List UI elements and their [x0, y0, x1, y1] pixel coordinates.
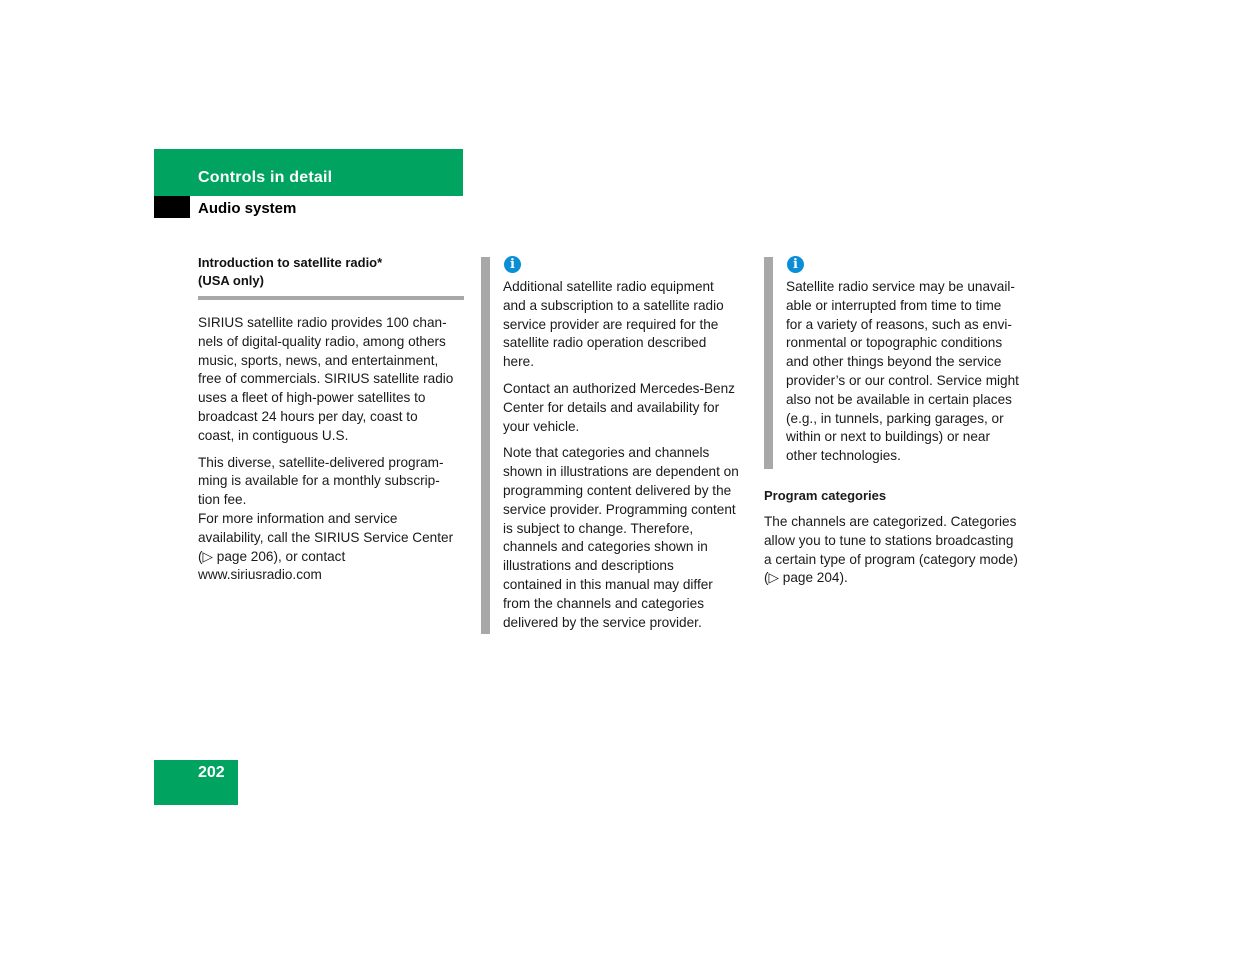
page-reference[interactable]: (▷ page 206), or contact [198, 548, 346, 564]
info-box-availability [786, 278, 1036, 474]
text-line: nels of digital-quality radio, among others [198, 333, 446, 349]
text-line: contained in this manual may differ [503, 576, 713, 592]
text-line: illustrations and descriptions [503, 558, 674, 574]
section-marker [154, 196, 190, 218]
intro-heading [198, 254, 464, 300]
text-line: service provider are required for the [503, 316, 719, 332]
text-line: a certain type of program (category mode) [764, 551, 1018, 567]
text-line: delivered by the service provider. [503, 614, 702, 630]
text-line: from the channels and categories [503, 595, 705, 611]
text-line: This diverse, satellite-delivered program- [198, 454, 444, 470]
text-line: channels and categories shown in [503, 539, 708, 555]
text-line: programming content delivered by the [503, 482, 732, 498]
text-line: and a subscription to a satellite radio [503, 297, 724, 313]
text-line: Additional satellite radio equipment [503, 279, 714, 294]
info-box-equipment [503, 278, 753, 640]
text-line: and other things beyond the service [786, 354, 1002, 370]
info-box-bar [764, 257, 773, 469]
intro-paragraph [198, 314, 464, 446]
intro-column [198, 254, 464, 593]
text-line: tion fee. [198, 492, 247, 508]
text-line: allow you to tune to stations broadcasting [764, 532, 1014, 548]
page-number: 202 [198, 764, 225, 781]
text-line: able or interrupted from time to time [786, 297, 1002, 313]
program-categories-section [764, 487, 1034, 596]
section-title: Audio system [198, 200, 297, 217]
text-line: shown in illustrations are dependent on [503, 464, 739, 480]
info-icon: i [787, 256, 804, 273]
text-line: ronmental or topographic conditions [786, 335, 1003, 351]
info-paragraph [503, 444, 753, 632]
info-paragraph [786, 278, 1036, 466]
text-line: availability, call the SIRIUS Service Center [198, 529, 454, 545]
intro-heading-line: Introduction to satellite radio* [198, 255, 383, 270]
text-line: for a variety of reasons, such as envi- [786, 316, 1012, 332]
info-paragraph [503, 380, 753, 436]
text-line: provider’s or our control. Service might [786, 372, 1019, 388]
website-link[interactable]: www.siriusradio.com [198, 567, 322, 583]
text-line: For more information and service [198, 510, 398, 526]
text-line: Note that categories and channels [503, 445, 710, 461]
chapter-title: Controls in detail [198, 169, 333, 186]
text-line: your vehicle. [503, 418, 580, 434]
intro-paragraph [198, 454, 464, 586]
text-line: SIRIUS satellite radio provides 100 chan- [198, 315, 447, 330]
info-paragraph [503, 278, 753, 372]
text-line: also not be available in certain places [786, 391, 1012, 407]
program-paragraph [764, 513, 1034, 588]
text-line: broadcast 24 hours per day, coast to [198, 408, 418, 424]
intro-heading-line: (USA only) [198, 273, 264, 288]
page-number-box [154, 760, 238, 805]
text-line: Center for details and availability for [503, 399, 720, 415]
text-line: Contact an authorized Mercedes-Benz [503, 380, 735, 396]
text-line: (e.g., in tunnels, parking garages, or [786, 410, 1004, 426]
text-line: The channels are categorized. Categories [764, 514, 1017, 529]
text-line: within or next to buildings) or near [786, 429, 991, 445]
text-line: uses a fleet of high-power satellites to [198, 390, 426, 406]
text-line: here. [503, 354, 534, 370]
page-reference[interactable]: (▷ page 204). [764, 570, 848, 586]
text-line: service provider. Programming content [503, 501, 736, 517]
info-icon: i [504, 256, 521, 273]
text-line: other technologies. [786, 448, 901, 464]
text-line: free of commercials. SIRIUS satellite radio [198, 371, 454, 387]
text-line: music, sports, news, and entertainment, [198, 352, 439, 368]
text-line: Satellite radio service may be unavail- [786, 279, 1015, 294]
text-line: coast, in contiguous U.S. [198, 427, 349, 443]
text-line: is subject to change. Therefore, [503, 520, 694, 536]
text-line: satellite radio operation described [503, 335, 707, 351]
text-line: ming is available for a monthly subscrip- [198, 473, 440, 489]
program-categories-heading: Program categories [764, 488, 887, 503]
info-box-bar [481, 257, 490, 634]
